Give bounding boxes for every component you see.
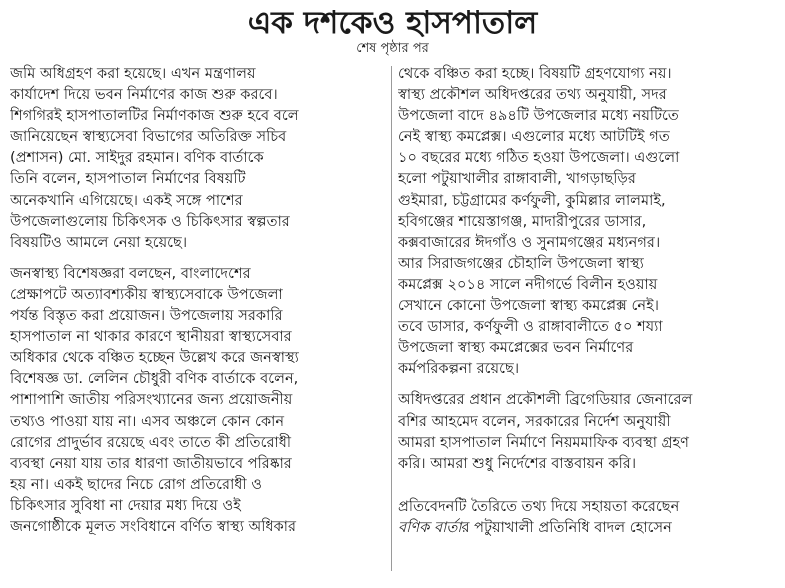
text-line: গুইমারা, চট্টগ্রামের কর্ণফুলী, কুমিল্লার লালমাই, (398, 191, 666, 209)
text-line: বিশেষজ্ঞ ডা. লেলিন চৌধুরী বণিক বার্তাকে বলেন, (10, 370, 299, 388)
text-line: জানিয়েছেন স্বাস্থ্যসেবা বিভাগের অতিরিক্ত সচিব (10, 128, 287, 146)
right-column (398, 63, 768, 538)
text-line: বিষয়টিও আমলে নেয়া হয়েছে। (10, 233, 188, 251)
text-line: কক্সবাজারের ঈদগাঁও ও সুনামগঞ্জের মধ্যনগর। (398, 233, 661, 251)
paragraph (398, 389, 768, 473)
paragraph (10, 63, 388, 253)
text-line: পর্যন্ত বিস্তৃত করা প্রয়োজন। উপজেলায় সরকারি (10, 307, 283, 325)
reporter-credit (398, 496, 768, 538)
text-line: শিগগিরই হাসপাতালটির নির্মাণকাজ শুরু হবে বলে (10, 107, 299, 125)
credit-line (398, 517, 768, 538)
credit-line: প্রতিবেদনটি তৈরিতে তথ্য দিয়ে সহায়তা করেছেন (398, 497, 680, 515)
text-line: আর সিরাজগঞ্জের চৌহালি উপজেলা স্বাস্থ্য (398, 254, 644, 272)
text-line: হবিগঞ্জের শায়েস্তাগঞ্জ, মাদারীপুরের ডাসার, (398, 212, 647, 230)
text-line: অধিদপ্তরের প্রধান প্রকৌশলী ব্রিগেডিয়ার জেনারেল (398, 391, 693, 409)
text-line: আমরা হাসপাতাল নির্মাণে নিয়মমাফিক ব্যবস্থা গ্রহণ (398, 433, 689, 451)
text-line: থেকে বঞ্চিত করা হচ্ছে। বিষয়টি গ্রহণযোগ্য নয়। (398, 65, 672, 82)
text-line: জমি অধিগ্রহণ করা হয়েছে। এখন মন্ত্রণালয় (10, 65, 256, 82)
text-line: উপজেলাগুলোয় চিকিৎসক ও চিকিৎসার স্বল্পতার (10, 212, 290, 230)
text-line: ১০ বছরের মধ্যে গঠিত হওয়া উপজেলা। এগুলো (398, 149, 680, 167)
text-line: প্রেক্ষাপটে অত্যাবশ্যকীয় স্বাস্থ্যসেবাকে উপজেলা (10, 285, 283, 303)
text-line: অধিকার থেকে বঞ্চিত হচ্ছেন উল্লেখ করে জনস্বাস্থ্য (10, 349, 299, 367)
text-line: তথ্যও পাওয়া যায় না। এসব অঞ্চলে কোন কোন (10, 412, 285, 430)
text-line: তবে ডাসার, কর্ণফুলী ও রাঙ্গাবালীতে ৫০ শয্যা (398, 318, 663, 336)
text-line: জনগোষ্ঠীকে মূলত সংবিধানে বর্ণিত স্বাস্থ্য অধিকার (10, 517, 297, 535)
left-column (10, 63, 388, 537)
continued-from-label: শেষ পৃষ্ঠার পর (356, 41, 429, 56)
text-line: কার্যাদেশ দিয়ে ভবন নির্মাণের কাজ শুরু করবে। (10, 86, 278, 104)
text-line: হাসপাতাল না থাকার কারণে স্থানীয়রা স্বাস্থ্যসেবার (10, 328, 292, 346)
paragraph (10, 263, 388, 537)
paragraph (398, 63, 768, 379)
text-line: করি। আমরা শুধু নির্দেশের বাস্তবায়ন করি। (398, 454, 637, 472)
column-divider (391, 66, 392, 571)
credit-text: র পটুয়াখালী প্রতিনিধি বাদল হোসেন (461, 518, 672, 536)
text-line: স্বাস্থ্য প্রকৌশল অধিদপ্তরের তথ্য অনুযায়ী, সদর (398, 86, 667, 104)
text-line: নেই স্বাস্থ্য কমপ্লেক্স। এগুলোর মধ্যে আটটিই গত (398, 128, 670, 146)
text-line: রোগের প্রাদুর্ভাব রয়েছে এবং তাতে কী প্রতিরোধী (10, 433, 292, 451)
text-line: ব্যবস্থা নেয়া যায় তার ধারণা জাতীয়ভাবে পরিষ্কার (10, 454, 292, 472)
text-line: তিনি বলেন, হাসপাতাল নির্মাণের বিষয়টি (10, 170, 246, 188)
text-line: অনেকখানি এগিয়েছে। একই সঙ্গে পাশের (10, 191, 243, 209)
text-line: হয় না। একই ছাদের নিচে রোগ প্রতিরোধী ও (10, 475, 263, 493)
text-line: (প্রশাসন) মো. সাইদুর রহমান। বণিক বার্তাকে (10, 149, 264, 167)
text-line: চিকিৎসার সুবিধা না দেয়ার মধ্য দিয়ে ওই (10, 496, 241, 514)
text-line: বশির আহমেদ বলেন, সরকারের নির্দেশ অনুযায়ী (398, 412, 671, 430)
text-line: জনস্বাস্থ্য বিশেষজ্ঞরা বলছেন, বাংলাদেশের (10, 264, 251, 282)
text-line: উপজেলা স্বাস্থ্য কমপ্লেক্সের ভবন নির্মাণের (398, 339, 634, 357)
text-line: হলো পটুয়াখালীর রাঙ্গাবালী, খাগড়াছড়ির (398, 170, 636, 188)
text-line: উপজেলা বাদে ৪৯৪টি উপজেলার মধ্যে নয়টিতে (398, 107, 679, 125)
text-line: পাশাপাশি জাতীয় পরিসংখ্যানের জন্য প্রয়োজনীয় (10, 391, 293, 409)
text-line: কমপ্লেক্স ২০১৪ সালে নদীগর্ভে বিলীন হওয়ায় (398, 275, 658, 293)
publication-name: বণিক বার্তা (398, 518, 462, 536)
text-line: সেখানে কোনো উপজেলা স্বাস্থ্য কমপ্লেক্স নেই। (398, 297, 659, 315)
headline: এক দশকেও হাসপাতাল (247, 5, 538, 41)
text-line: কর্মপরিকল্পনা রয়েছে। (398, 360, 520, 378)
